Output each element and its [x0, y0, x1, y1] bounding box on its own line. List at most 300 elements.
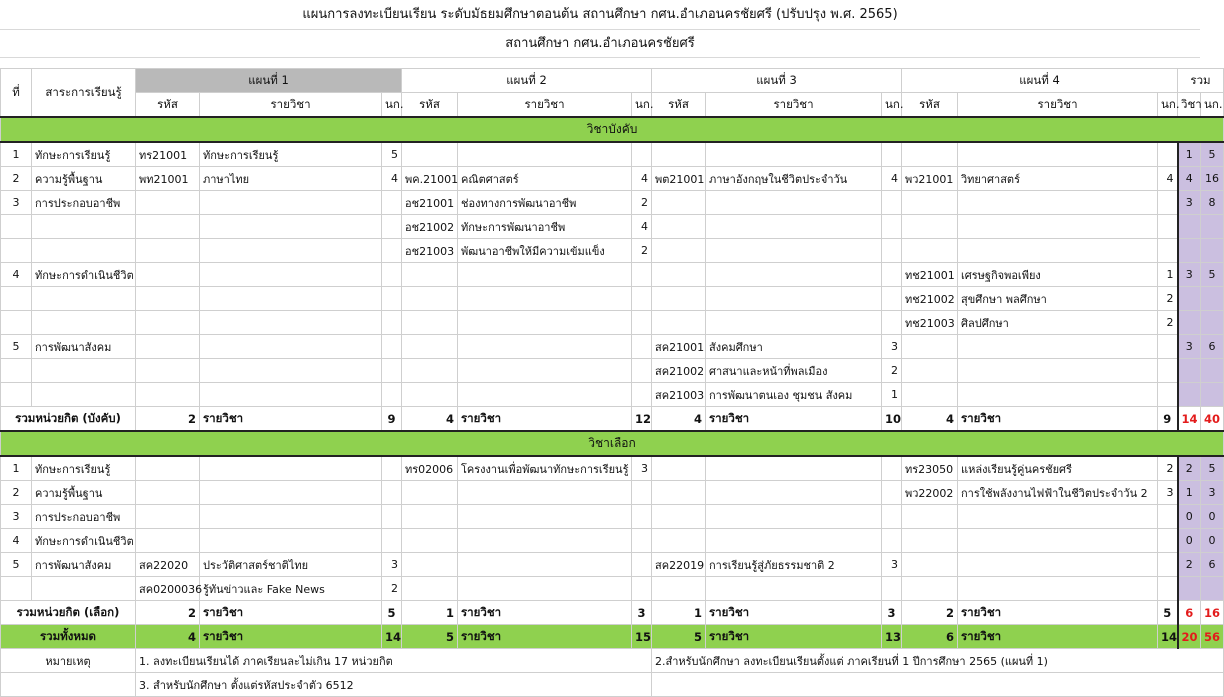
course-name[interactable] [958, 215, 1158, 239]
course-name[interactable] [706, 215, 882, 239]
header-plan-3[interactable]: แผนที่ 3 [652, 69, 902, 93]
total-credits[interactable] [1201, 215, 1224, 239]
course-name[interactable] [200, 481, 382, 505]
sum-credits[interactable]: 9 [1158, 407, 1178, 432]
sum-credits[interactable]: 3 [632, 601, 652, 625]
total-credits[interactable]: 5 [1201, 263, 1224, 287]
course-code[interactable]: อช21003 [402, 239, 458, 263]
sum-credits[interactable]: 15 [632, 625, 652, 649]
total-credits[interactable]: 0 [1201, 505, 1224, 529]
course-name[interactable] [200, 191, 382, 215]
course-code[interactable] [402, 505, 458, 529]
row-strand[interactable]: การประกอบอาชีพ [32, 505, 136, 529]
row-no[interactable] [1, 215, 32, 239]
sum-credits[interactable]: 5 [1158, 601, 1178, 625]
course-code[interactable] [136, 529, 200, 553]
total-credits[interactable]: 5 [1201, 456, 1224, 481]
header-plan-2[interactable]: แผนที่ 2 [402, 69, 652, 93]
course-name[interactable]: ทักษะการพัฒนาอาชีพ [458, 215, 632, 239]
total-credits[interactable]: 5 [1201, 142, 1224, 167]
sum-subject-count[interactable]: 4 [652, 407, 706, 432]
header-credit-total[interactable]: นก. [1201, 93, 1224, 118]
sum-unit[interactable]: รายวิชา [958, 625, 1158, 649]
course-name[interactable]: เศรษฐกิจพอเพียง [958, 263, 1158, 287]
course-credit[interactable] [882, 287, 902, 311]
course-credit[interactable] [882, 191, 902, 215]
course-code[interactable] [902, 142, 958, 167]
course-code[interactable] [652, 239, 706, 263]
course-name[interactable] [200, 335, 382, 359]
course-code[interactable] [652, 456, 706, 481]
course-code[interactable] [402, 142, 458, 167]
course-credit[interactable] [882, 577, 902, 601]
row-strand[interactable]: ทักษะการเรียนรู้ [32, 456, 136, 481]
course-credit[interactable] [882, 529, 902, 553]
course-code[interactable] [136, 239, 200, 263]
course-credit[interactable] [632, 383, 652, 407]
course-code[interactable] [402, 287, 458, 311]
course-code[interactable] [136, 505, 200, 529]
row-strand[interactable]: การพัฒนาสังคม [32, 335, 136, 359]
sum-unit[interactable]: รายวิชา [458, 407, 632, 432]
course-code[interactable] [902, 505, 958, 529]
course-code[interactable] [136, 456, 200, 481]
course-credit[interactable] [632, 529, 652, 553]
row-no[interactable] [1, 239, 32, 263]
course-credit[interactable]: 4 [882, 167, 902, 191]
sum-total-credits[interactable]: 16 [1201, 601, 1224, 625]
course-code[interactable] [402, 335, 458, 359]
course-name[interactable]: ช่องทางการพัฒนาอาชีพ [458, 191, 632, 215]
course-name[interactable] [958, 239, 1158, 263]
course-name[interactable] [958, 383, 1158, 407]
course-name[interactable] [458, 481, 632, 505]
course-credit[interactable] [382, 311, 402, 335]
course-credit[interactable]: 2 [1158, 456, 1178, 481]
course-credit[interactable] [382, 215, 402, 239]
course-code[interactable] [402, 383, 458, 407]
sum-subject-count[interactable]: 4 [402, 407, 458, 432]
course-code[interactable] [402, 529, 458, 553]
sum-credits[interactable]: 12 [632, 407, 652, 432]
total-subjects[interactable] [1178, 287, 1201, 311]
course-credit[interactable] [1158, 239, 1178, 263]
row-no[interactable] [1, 577, 32, 601]
course-credit[interactable]: 4 [632, 167, 652, 191]
course-credit[interactable] [882, 239, 902, 263]
course-code[interactable] [136, 311, 200, 335]
course-name[interactable] [458, 529, 632, 553]
course-credit[interactable] [1158, 529, 1178, 553]
course-credit[interactable] [1158, 383, 1178, 407]
sum-total-credits[interactable]: 40 [1201, 407, 1224, 432]
row-no[interactable]: 2 [1, 481, 32, 505]
sum-credits[interactable]: 9 [382, 407, 402, 432]
course-name[interactable] [958, 335, 1158, 359]
course-name[interactable]: การใช้พลังงานไฟฟ้าในชีวิตประจำวัน 2 [958, 481, 1158, 505]
course-name[interactable] [200, 311, 382, 335]
total-credits[interactable]: 0 [1201, 529, 1224, 553]
course-code[interactable]: ทช21001 [902, 263, 958, 287]
course-credit[interactable]: 3 [632, 456, 652, 481]
header-subject[interactable]: รายวิชา [958, 93, 1158, 118]
sum-subject-count[interactable]: 6 [902, 625, 958, 649]
course-credit[interactable] [632, 577, 652, 601]
course-credit[interactable]: 2 [632, 239, 652, 263]
course-name[interactable]: การเรียนรู้สู่ภัยธรรมชาติ 2 [706, 553, 882, 577]
course-credit[interactable] [882, 215, 902, 239]
course-name[interactable]: คณิตศาสตร์ [458, 167, 632, 191]
row-no[interactable]: 1 [1, 456, 32, 481]
course-name[interactable] [200, 263, 382, 287]
sum-credits[interactable]: 3 [882, 601, 902, 625]
course-name[interactable]: รู้ทันข่าวและ Fake News [200, 577, 382, 601]
sum-label[interactable]: รวมหน่วยกิต (เลือก) [1, 601, 136, 625]
course-code[interactable] [902, 215, 958, 239]
course-code[interactable]: ทช21003 [902, 311, 958, 335]
course-code[interactable] [136, 359, 200, 383]
header-credit[interactable]: นก. [632, 93, 652, 118]
row-strand[interactable]: ความรู้พื้นฐาน [32, 167, 136, 191]
course-code[interactable]: สค21003 [652, 383, 706, 407]
header-credit[interactable]: นก. [882, 93, 902, 118]
course-code[interactable] [652, 481, 706, 505]
course-name[interactable] [706, 577, 882, 601]
sum-unit[interactable]: รายวิชา [200, 601, 382, 625]
course-code[interactable] [402, 553, 458, 577]
course-code[interactable] [902, 335, 958, 359]
course-code[interactable] [652, 577, 706, 601]
section-required[interactable]: วิชาบังคับ [1, 117, 1224, 142]
row-strand[interactable]: การพัฒนาสังคม [32, 553, 136, 577]
row-no[interactable] [1, 359, 32, 383]
course-credit[interactable] [882, 142, 902, 167]
header-subject[interactable]: รายวิชา [458, 93, 632, 118]
sum-subject-count[interactable]: 4 [136, 625, 200, 649]
sum-credits[interactable]: 13 [882, 625, 902, 649]
course-code[interactable] [402, 481, 458, 505]
sum-subject-count[interactable]: 2 [902, 601, 958, 625]
row-no[interactable]: 1 [1, 142, 32, 167]
course-name[interactable] [200, 505, 382, 529]
course-credit[interactable] [882, 505, 902, 529]
course-credit[interactable] [632, 263, 652, 287]
course-code[interactable] [402, 577, 458, 601]
course-code[interactable] [136, 287, 200, 311]
course-name[interactable] [458, 287, 632, 311]
course-code[interactable]: สค0200036 [136, 577, 200, 601]
course-name[interactable]: การพัฒนาตนเอง ชุมชน สังคม [706, 383, 882, 407]
total-credits[interactable]: 6 [1201, 335, 1224, 359]
course-code[interactable] [652, 191, 706, 215]
sum-unit[interactable]: รายวิชา [706, 407, 882, 432]
header-code[interactable]: รหัส [402, 93, 458, 118]
course-name[interactable] [706, 456, 882, 481]
sum-subject-count[interactable]: 2 [136, 601, 200, 625]
course-name[interactable] [706, 239, 882, 263]
sum-unit[interactable]: รายวิชา [458, 601, 632, 625]
sum-unit[interactable]: รายวิชา [458, 625, 632, 649]
course-code[interactable] [402, 311, 458, 335]
course-code[interactable]: ทช21002 [902, 287, 958, 311]
course-name[interactable] [706, 191, 882, 215]
course-name[interactable] [706, 481, 882, 505]
course-code[interactable]: ทร21001 [136, 142, 200, 167]
course-credit[interactable] [632, 505, 652, 529]
row-strand[interactable] [32, 577, 136, 601]
course-name[interactable] [958, 553, 1158, 577]
course-credit[interactable] [882, 263, 902, 287]
header-code[interactable]: รหัส [136, 93, 200, 118]
note-2[interactable]: 2.สำหรับนักศึกษา ลงทะเบียนเรียนตั้งแต่ ภาคเรียนที่ 1 ปีการศึกษา 2565 (แผนที่ 1) [652, 649, 1224, 673]
course-code[interactable] [902, 529, 958, 553]
sum-unit[interactable]: รายวิชา [958, 601, 1158, 625]
course-name[interactable]: ทักษะการเรียนรู้ [200, 142, 382, 167]
row-no[interactable]: 4 [1, 529, 32, 553]
sum-subject-count[interactable]: 5 [402, 625, 458, 649]
course-credit[interactable]: 3 [882, 553, 902, 577]
course-code[interactable] [902, 553, 958, 577]
total-subjects[interactable]: 3 [1178, 263, 1201, 287]
course-credit[interactable] [1158, 577, 1178, 601]
row-strand[interactable] [32, 383, 136, 407]
header-code[interactable]: รหัส [902, 93, 958, 118]
course-code[interactable] [136, 263, 200, 287]
course-credit[interactable]: 2 [1158, 287, 1178, 311]
sum-total-subjects[interactable]: 14 [1178, 407, 1201, 432]
course-code[interactable] [902, 383, 958, 407]
row-strand[interactable]: ทักษะการดำเนินชีวิต [32, 529, 136, 553]
header-credit[interactable]: นก. [1158, 93, 1178, 118]
header-plan-4[interactable]: แผนที่ 4 [902, 69, 1178, 93]
course-credit[interactable] [632, 287, 652, 311]
header-credit[interactable]: นก. [382, 93, 402, 118]
sum-credits[interactable]: 14 [382, 625, 402, 649]
row-no[interactable]: 5 [1, 335, 32, 359]
total-credits[interactable] [1201, 311, 1224, 335]
row-strand[interactable]: การประกอบอาชีพ [32, 191, 136, 215]
course-credit[interactable]: 3 [1158, 481, 1178, 505]
course-credit[interactable]: 2 [882, 359, 902, 383]
total-subjects[interactable] [1178, 359, 1201, 383]
course-code[interactable] [136, 383, 200, 407]
total-credits[interactable]: 16 [1201, 167, 1224, 191]
total-subjects[interactable]: 3 [1178, 335, 1201, 359]
course-code[interactable] [652, 529, 706, 553]
course-credit[interactable] [632, 553, 652, 577]
course-name[interactable] [200, 215, 382, 239]
course-credit[interactable] [1158, 553, 1178, 577]
course-credit[interactable] [382, 335, 402, 359]
row-no[interactable] [1, 311, 32, 335]
course-name[interactable] [706, 142, 882, 167]
header-no[interactable]: ที่ [1, 69, 32, 118]
course-code[interactable] [402, 359, 458, 383]
course-credit[interactable]: 4 [382, 167, 402, 191]
course-name[interactable]: แหล่งเรียนรู้คู่นครชัยศรี [958, 456, 1158, 481]
course-credit[interactable] [882, 311, 902, 335]
course-name[interactable]: ศาสนาและหน้าที่พลเมือง [706, 359, 882, 383]
sum-unit[interactable]: รายวิชา [706, 625, 882, 649]
course-credit[interactable]: 1 [882, 383, 902, 407]
course-credit[interactable] [382, 191, 402, 215]
course-name[interactable] [958, 577, 1158, 601]
course-credit[interactable] [382, 287, 402, 311]
sum-unit[interactable]: รายวิชา [958, 407, 1158, 432]
course-code[interactable] [652, 263, 706, 287]
row-strand[interactable]: ทักษะการเรียนรู้ [32, 142, 136, 167]
row-no[interactable]: 5 [1, 553, 32, 577]
course-code[interactable] [136, 191, 200, 215]
course-credit[interactable] [382, 359, 402, 383]
course-name[interactable] [958, 359, 1158, 383]
total-credits[interactable] [1201, 359, 1224, 383]
course-code[interactable]: พค.21001 [402, 167, 458, 191]
course-credit[interactable] [632, 359, 652, 383]
course-credit[interactable]: 1 [1158, 263, 1178, 287]
course-name[interactable] [458, 335, 632, 359]
course-credit[interactable] [1158, 359, 1178, 383]
course-name[interactable] [958, 505, 1158, 529]
header-total[interactable]: รวม [1178, 69, 1224, 93]
course-code[interactable]: สค22020 [136, 553, 200, 577]
sum-subject-count[interactable]: 2 [136, 407, 200, 432]
total-credits[interactable]: 6 [1201, 553, 1224, 577]
course-name[interactable] [706, 529, 882, 553]
empty-cell[interactable] [1, 673, 136, 697]
sum-unit[interactable]: รายวิชา [706, 601, 882, 625]
header-subject[interactable]: รายวิชา [200, 93, 382, 118]
course-name[interactable]: วิทยาศาสตร์ [958, 167, 1158, 191]
sum-label[interactable]: รวมหน่วยกิต (บังคับ) [1, 407, 136, 432]
course-credit[interactable] [632, 142, 652, 167]
sum-credits[interactable]: 5 [382, 601, 402, 625]
header-subject-count[interactable]: วิชา [1178, 93, 1201, 118]
course-name[interactable] [200, 456, 382, 481]
total-subjects[interactable] [1178, 239, 1201, 263]
course-code[interactable] [652, 287, 706, 311]
course-name[interactable]: ภาษาอังกฤษในชีวิตประจำวัน [706, 167, 882, 191]
course-name[interactable]: ประวัติศาสตร์ชาติไทย [200, 553, 382, 577]
course-credit[interactable] [382, 383, 402, 407]
course-name[interactable] [458, 263, 632, 287]
total-subjects[interactable] [1178, 383, 1201, 407]
course-name[interactable] [458, 383, 632, 407]
section-elective[interactable]: วิชาเลือก [1, 431, 1224, 456]
course-name[interactable] [706, 287, 882, 311]
course-name[interactable] [458, 359, 632, 383]
sum-subject-count[interactable]: 5 [652, 625, 706, 649]
course-credit[interactable]: 2 [382, 577, 402, 601]
total-subjects[interactable] [1178, 577, 1201, 601]
row-no[interactable]: 3 [1, 505, 32, 529]
course-credit[interactable] [1158, 142, 1178, 167]
total-subjects[interactable]: 3 [1178, 191, 1201, 215]
course-code[interactable] [136, 335, 200, 359]
course-credit[interactable] [632, 481, 652, 505]
row-no[interactable] [1, 287, 32, 311]
course-name[interactable] [200, 359, 382, 383]
course-credit[interactable] [1158, 215, 1178, 239]
course-credit[interactable]: 3 [382, 553, 402, 577]
total-credits[interactable]: 3 [1201, 481, 1224, 505]
row-strand[interactable] [32, 311, 136, 335]
total-subjects[interactable]: 2 [1178, 553, 1201, 577]
course-credit[interactable] [632, 335, 652, 359]
course-name[interactable]: สังคมศึกษา [706, 335, 882, 359]
course-credit[interactable] [382, 505, 402, 529]
row-strand[interactable] [32, 215, 136, 239]
empty-cell[interactable] [652, 673, 1224, 697]
row-no[interactable]: 4 [1, 263, 32, 287]
course-name[interactable] [458, 505, 632, 529]
course-code[interactable]: ทร23050 [902, 456, 958, 481]
course-credit[interactable]: 4 [1158, 167, 1178, 191]
course-name[interactable] [200, 383, 382, 407]
course-code[interactable] [902, 577, 958, 601]
course-credit[interactable] [1158, 505, 1178, 529]
course-code[interactable] [652, 215, 706, 239]
header-code[interactable]: รหัส [652, 93, 706, 118]
row-strand[interactable]: ความรู้พื้นฐาน [32, 481, 136, 505]
course-name[interactable] [200, 239, 382, 263]
total-subjects[interactable]: 2 [1178, 456, 1201, 481]
total-credits[interactable] [1201, 287, 1224, 311]
course-code[interactable] [402, 263, 458, 287]
course-name[interactable]: พัฒนาอาชีพให้มีความเข้มแข็ง [458, 239, 632, 263]
total-subjects[interactable]: 0 [1178, 529, 1201, 553]
course-code[interactable]: พต21001 [652, 167, 706, 191]
course-code[interactable]: อช21002 [402, 215, 458, 239]
course-name[interactable]: ศิลปศึกษา [958, 311, 1158, 335]
course-code[interactable] [136, 481, 200, 505]
note-3[interactable]: 3. สำหรับนักศึกษา ตั้งแต่รหัสประจำตัว 6512 [136, 673, 652, 697]
course-name[interactable] [200, 529, 382, 553]
row-no[interactable]: 3 [1, 191, 32, 215]
course-credit[interactable]: 5 [382, 142, 402, 167]
row-strand[interactable] [32, 287, 136, 311]
course-credit[interactable]: 3 [882, 335, 902, 359]
course-name[interactable]: ภาษาไทย [200, 167, 382, 191]
total-credits[interactable] [1201, 577, 1224, 601]
course-name[interactable] [958, 142, 1158, 167]
sum-subject-count[interactable]: 1 [652, 601, 706, 625]
sum-subject-count[interactable]: 1 [402, 601, 458, 625]
total-subjects[interactable] [1178, 311, 1201, 335]
row-strand[interactable] [32, 239, 136, 263]
total-subjects[interactable]: 1 [1178, 481, 1201, 505]
row-strand[interactable] [32, 359, 136, 383]
course-code[interactable]: สค21002 [652, 359, 706, 383]
row-no[interactable]: 2 [1, 167, 32, 191]
header-plan-1[interactable]: แผนที่ 1 [136, 69, 402, 93]
sum-unit[interactable]: รายวิชา [200, 625, 382, 649]
total-subjects[interactable]: 1 [1178, 142, 1201, 167]
note-1[interactable]: 1. ลงทะเบียนเรียนได้ ภาคเรียนละไม่เกิน 17 หน่วยกิต [136, 649, 652, 673]
sum-credits[interactable]: 10 [882, 407, 902, 432]
total-subjects[interactable]: 4 [1178, 167, 1201, 191]
course-code[interactable]: ทร02006 [402, 456, 458, 481]
course-code[interactable] [902, 239, 958, 263]
course-credit[interactable] [382, 456, 402, 481]
course-credit[interactable] [1158, 191, 1178, 215]
course-name[interactable] [458, 577, 632, 601]
sum-unit[interactable]: รายวิชา [200, 407, 382, 432]
header-subject[interactable]: รายวิชา [706, 93, 882, 118]
course-name[interactable] [200, 287, 382, 311]
course-name[interactable] [706, 311, 882, 335]
course-code[interactable] [902, 359, 958, 383]
